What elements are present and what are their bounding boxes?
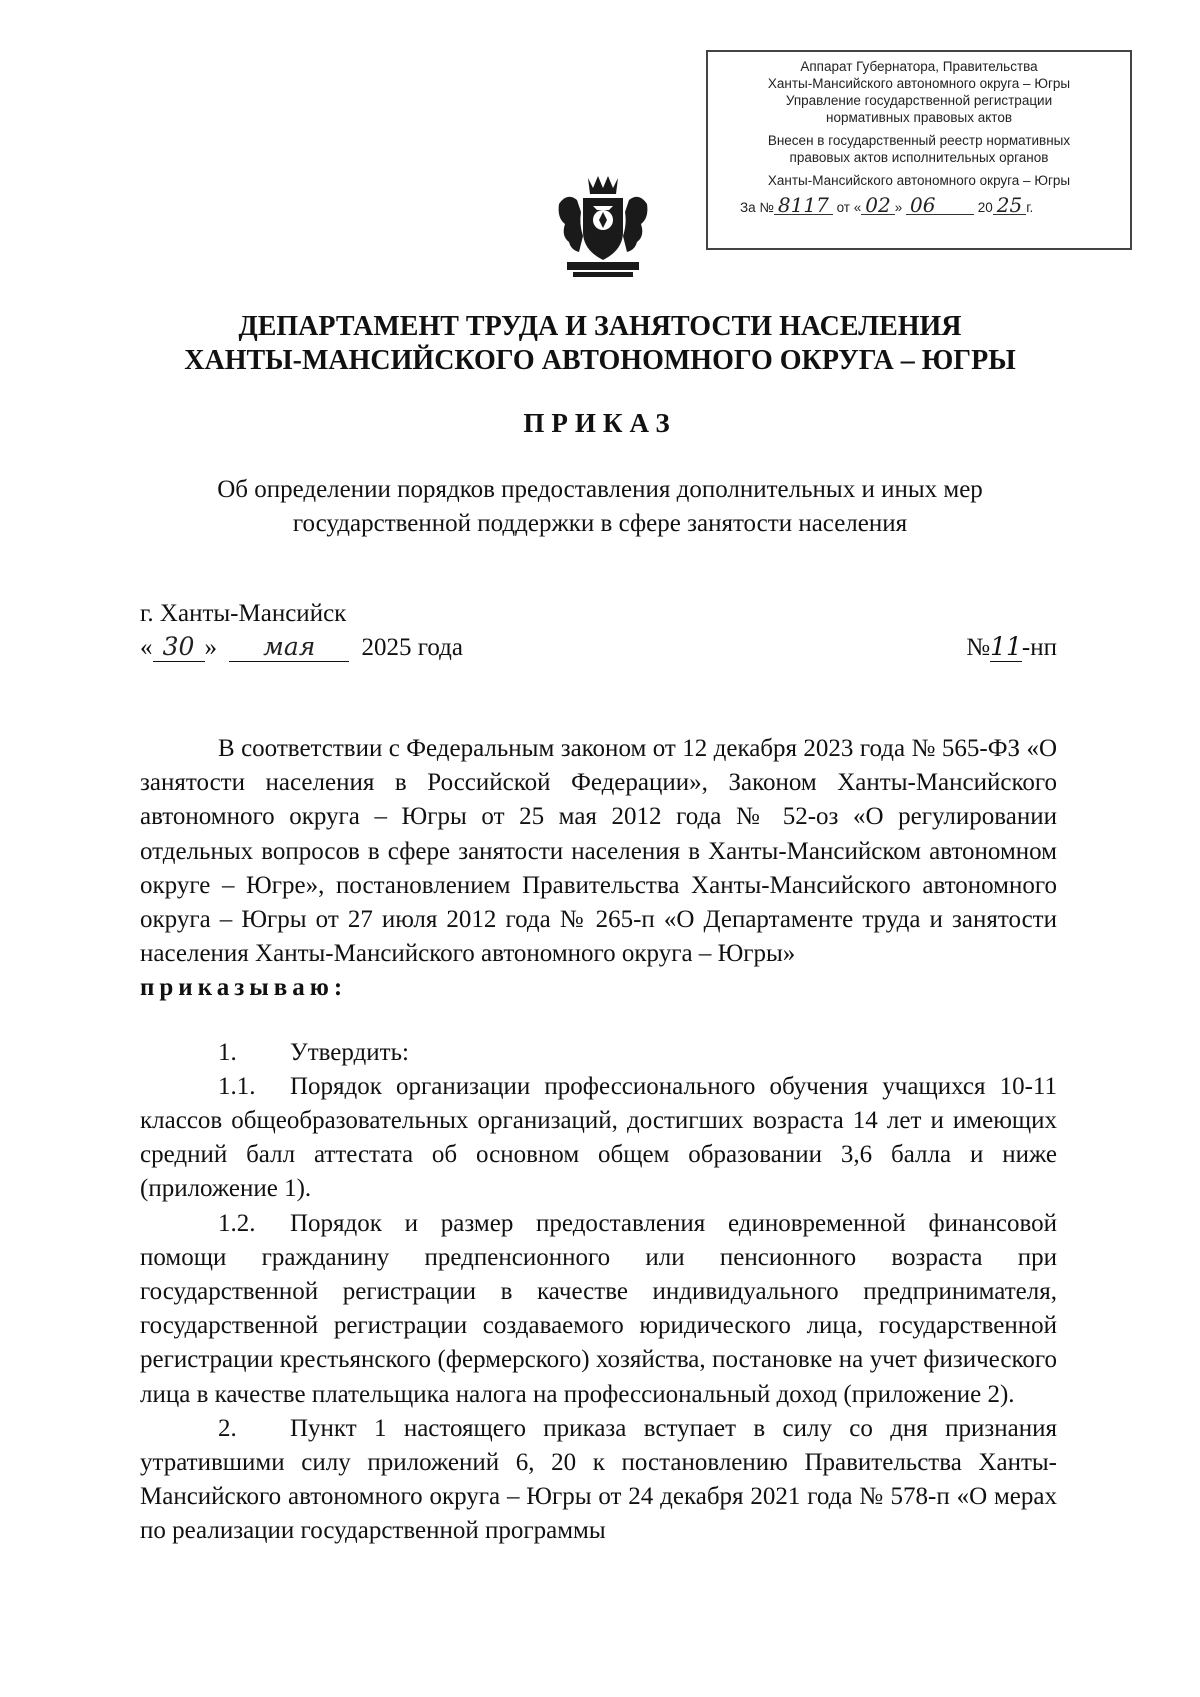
item-1-1 [140,1070,1057,1207]
stamp-line: Внесен в государственный реестр нормативных [767,133,1071,148]
item-number: 1.1. [218,1072,256,1100]
subject-line: Об определении порядков предоставления дополнительных и иных мер [217,476,983,503]
stamp-line: Ханты-Мансийского автономного округа – Югры [767,76,1071,91]
number-value: 11 [990,632,1022,661]
stamp-line: правовых актов исполнительных органов [789,150,1049,165]
stamp-reg-mid: » [894,200,903,215]
stamp-reg-number: 8117 [774,197,833,215]
city: г. Ханты-Мансийск [140,600,347,627]
subject-line: государственной поддержки в сфере занятости населения [292,510,908,537]
item-number: 1.2. [218,1209,256,1237]
stamp-reg-day: 02 [861,197,894,215]
item-1 [140,1036,1057,1070]
stamp-reg-prefix: За № [740,200,774,215]
item-1-2 [140,1207,1057,1412]
item-text: Утвердить: [290,1038,409,1066]
order-word-text: приказываю: [140,974,348,1002]
item-number: 1. [218,1038,237,1066]
department-line: ДЕПАРТАМЕНТ ТРУДА И ЗАНЯТОСТИ НАСЕЛЕНИЯ [238,311,962,342]
department-line: ХАНТЫ-МАНСИЙСКОГО АВТОНОМНОГО ОКРУГА – ЮГРЫ [184,345,1016,376]
stamp-reg-year: 25 [993,197,1026,215]
department-name [0,310,1200,378]
date-day: 30 [153,632,205,662]
number-prefix: № [966,634,991,661]
order-body [140,732,1057,1549]
item-text: Порядок организации профессионального обучения учащихся 10-11 классов общеобразовательных организаций, достигших возраста 14 лет и имеющих средний балл аттестата об основном общем образовании 3,6 балла и ниже (приложение 1). [140,1072,1057,1203]
stamp-reg-end: г. [1026,200,1034,215]
date-open-quote: « [140,634,153,661]
order-subject [0,473,1200,541]
date-month: мая [229,632,349,662]
registration-stamp [706,50,1132,250]
stamp-registration-line [712,193,1126,217]
stamp-line: Ханты-Мансийского автономного округа – Югры [767,173,1071,188]
stamp-reg-month: 06 [906,197,974,215]
preamble: В соответствии с Федеральным законом от 12 декабря 2023 года № 565-ФЗ «О занятости населения в Российской Федерации», Законом Ханты-Мансийского автономного округа – Югры от 25 мая 2012 года № 52-оз «О регулировании отдельных вопросов в сфере занятости населения в Ханты-Мансийском автономном округе – Югре», постановлением Правительства Ханты-Мансийского автономного округа – Югры от 27 июля 2012 года № 265-п «О Департаменте труда и занятости населения Ханты-Мансийского автономного округа – Югры» [140,735,1057,968]
date-close-quote: » [204,634,217,661]
stamp-line: нормативных правовых актов [825,110,1013,125]
item-text: Порядок и размер предоставления единовременной финансовой помощи гражданину предпенсионного или пенсионного возраста при государственной регистрации в качестве индивидуального предпринимателя, государственной регистрации создаваемого юридического лица, государственной регистрации крестьянского (фермерского) хозяйства, постановке на учет физического лица в качестве плательщика налога на профессиональный доход (приложение 2). [140,1209,1057,1408]
stamp-reg-from: от « [836,200,862,215]
order-number [966,632,1057,662]
coat-of-arms-icon [553,170,653,282]
order-date [140,632,463,662]
item-2 [140,1412,1057,1549]
order-title: ПРИКАЗ [523,408,677,438]
order-word [140,971,1057,1005]
stamp-line: Управление государственной регистрации [785,93,1053,108]
item-text: Пункт 1 настоящего приказа вступает в силу со дня признания утратившими силу приложений 6, 20 к постановлению Правительства Ханты-Мансийского автономного округа – Югры от 24 декабря 2021 года № 578-п «О мерах по реализации государственной программы [140,1414,1057,1545]
date-year: 2025 года [361,634,463,661]
stamp-line: Аппарат Губернатора, Правительства [800,59,1038,74]
stamp-reg-year-prefix: 20 [977,200,993,215]
item-number: 2. [218,1414,237,1442]
number-suffix: -нп [1021,634,1057,661]
